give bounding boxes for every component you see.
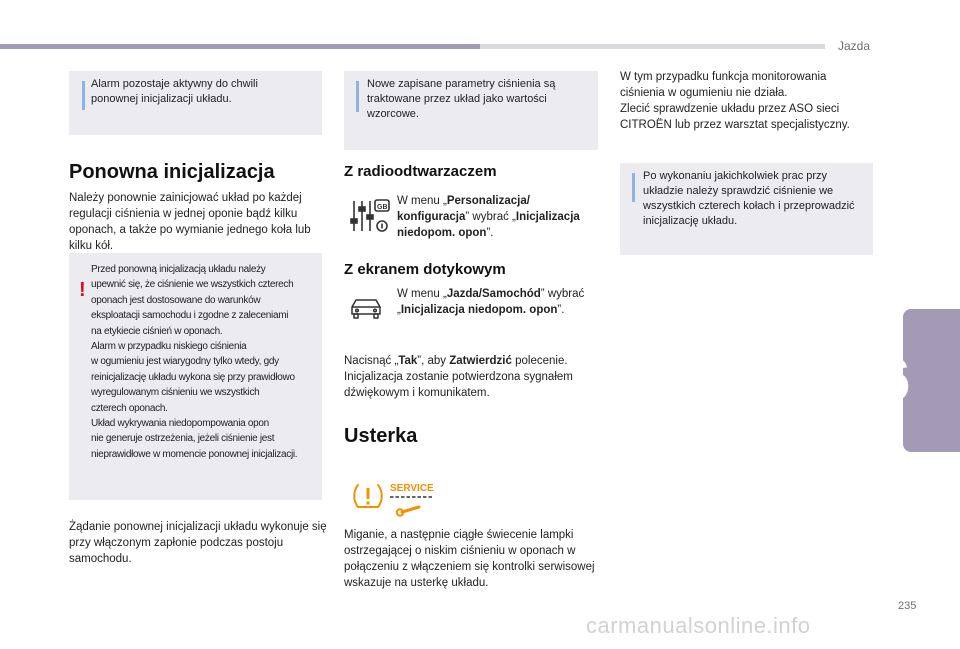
touch-text-pre: W menu „: [397, 288, 447, 300]
warning-line: oponach jest dostosowane do warunków: [91, 294, 261, 306]
note-marker: [632, 173, 635, 202]
chapter-tab: [903, 309, 960, 452]
radio-menu-name: Personalizacja/ konfiguracja: [397, 195, 530, 223]
confirm-text-post: polecenie. Inicjalizacja zostanie potwierdzona sygnałem dźwiękowym i komunikatem.: [344, 355, 573, 399]
note-text: Alarm pozostaje aktywny do chwili ponownej inicjalizacji układu.: [91, 78, 258, 105]
warning-line: Układ wykrywania niedopompowania opon: [91, 418, 269, 430]
radio-instruction: [397, 193, 597, 241]
warning-line: nieprawidłowe w momencie ponownej inicjalizacji.: [91, 448, 298, 460]
confirm-paragraph: [344, 353, 599, 401]
note-box-after-work: [620, 163, 873, 255]
radio-text-post: ”.: [486, 227, 494, 239]
note-box-alarm: [69, 71, 322, 135]
service-label: SERVICE: [390, 483, 434, 494]
settings-icon: [348, 197, 392, 235]
service-wrench-icon: [389, 481, 435, 517]
touch-text-mid: ” wybrać „: [397, 288, 585, 316]
warning-line: na etykiecie ciśnień w oponach.: [91, 325, 223, 337]
fault-paragraph: Miganie, a następnie ciągłe świecenie lampki ostrzegającej o niskim ciśnieniu w oponach w połączeniu z włączeniem się kontrolki serwisowej wskazuje na usterkę układu.: [344, 529, 595, 589]
chapter-number: 6: [877, 346, 911, 413]
radio-text-pre: W menu „: [397, 195, 447, 207]
warning-text: [91, 262, 326, 462]
svg-text:GB: GB: [377, 204, 388, 211]
tyre-pressure-warning-icon: [352, 481, 384, 511]
section-heading-fault: Usterka: [344, 425, 418, 447]
warning-line: wyregulowanym ciśnieniu we wszystkich: [91, 387, 260, 399]
warning-line: reinicjalizację układu wykona się przy prawidłowo: [91, 371, 295, 383]
warning-line: nie generuje ostrzeżenia, jeżeli ciśnienie jest: [91, 433, 275, 445]
warning-line: Przed ponowną inicjalizacją układu należy: [91, 264, 266, 275]
warning-icon: !: [79, 279, 86, 301]
confirm-action: Zatwierdzić: [449, 355, 512, 367]
note-marker: [82, 81, 85, 110]
note-text: Nowe zapisane parametry ciśnienia są traktowane przez układ jako wartości wzorcowe.: [367, 78, 556, 120]
header-bar-accent: [0, 44, 480, 49]
check-paragraph: Zlecić sprawdzenie układu przez ASO sieci CITROËN lub przez warsztat specjalistyczny.: [620, 103, 850, 131]
heading-touchscreen: Z ekranem dotykowym: [344, 261, 506, 278]
confirm-text-mid: ”, aby: [417, 355, 450, 367]
touch-text-post: ”.: [557, 304, 565, 316]
note-marker: [356, 81, 359, 112]
car-icon: [348, 293, 384, 323]
warning-line: Alarm w przypadku niskiego ciśnienia: [91, 341, 247, 353]
chapter-title: Jazda: [838, 39, 871, 53]
warning-line: upewnić się, że ciśnienie we wszystkich czterech: [91, 279, 294, 291]
touch-option-name: Inicjalizacja niedopom. opon: [400, 304, 558, 316]
confirm-yes: Tak: [398, 355, 418, 367]
touch-instruction: [397, 286, 597, 318]
note-text: Po wykonaniu jakichkolwiek prac przy układzie należy sprawdzić ciśnienie we wszystkich czterech kołach i przeprowadzić inicjalizację układu.: [643, 170, 855, 227]
page-number: 235: [898, 600, 917, 612]
section-heading-reinit: Ponowna inicjalizacja: [69, 161, 275, 183]
warning-box: [69, 253, 322, 500]
note-box-parameters: [344, 71, 598, 150]
touch-menu-name: Jazda/Samochód: [446, 288, 541, 300]
radio-option-name: Inicjalizacja niedopom. opon: [397, 211, 580, 239]
reinit-paragraph: Należy ponownie zainicjować układ po każdej regulacji ciśnienia w jednej oponie bądź kilku oponach, a także po wymianie jednego koła lub kilku kół.: [69, 192, 311, 252]
header-bar: [480, 44, 825, 49]
monitoring-off-paragraph: W tym przypadku funkcja monitorowania ciśnienia w ogumieniu nie działa.: [620, 71, 827, 99]
heading-radio: Z radioodtwarzaczem: [344, 163, 497, 180]
confirm-text-pre: Nacisnąć „: [344, 355, 399, 367]
warning-line: eksploatacji samochodu i zgodne z zaleceniami: [91, 310, 289, 322]
warning-line: w ogumieniu jest wiarygodny tylko wtedy, gdy: [91, 356, 279, 368]
footer-watermark: carmanualsonline.info: [586, 613, 811, 638]
warning-line: czterech oponach.: [91, 402, 168, 414]
request-paragraph: Żądanie ponownej inicjalizacji układu wykonuje się przy włączonym zapłonie podczas postoju samochodu.: [69, 521, 327, 565]
radio-text-mid: ” wybrać „: [465, 211, 516, 223]
